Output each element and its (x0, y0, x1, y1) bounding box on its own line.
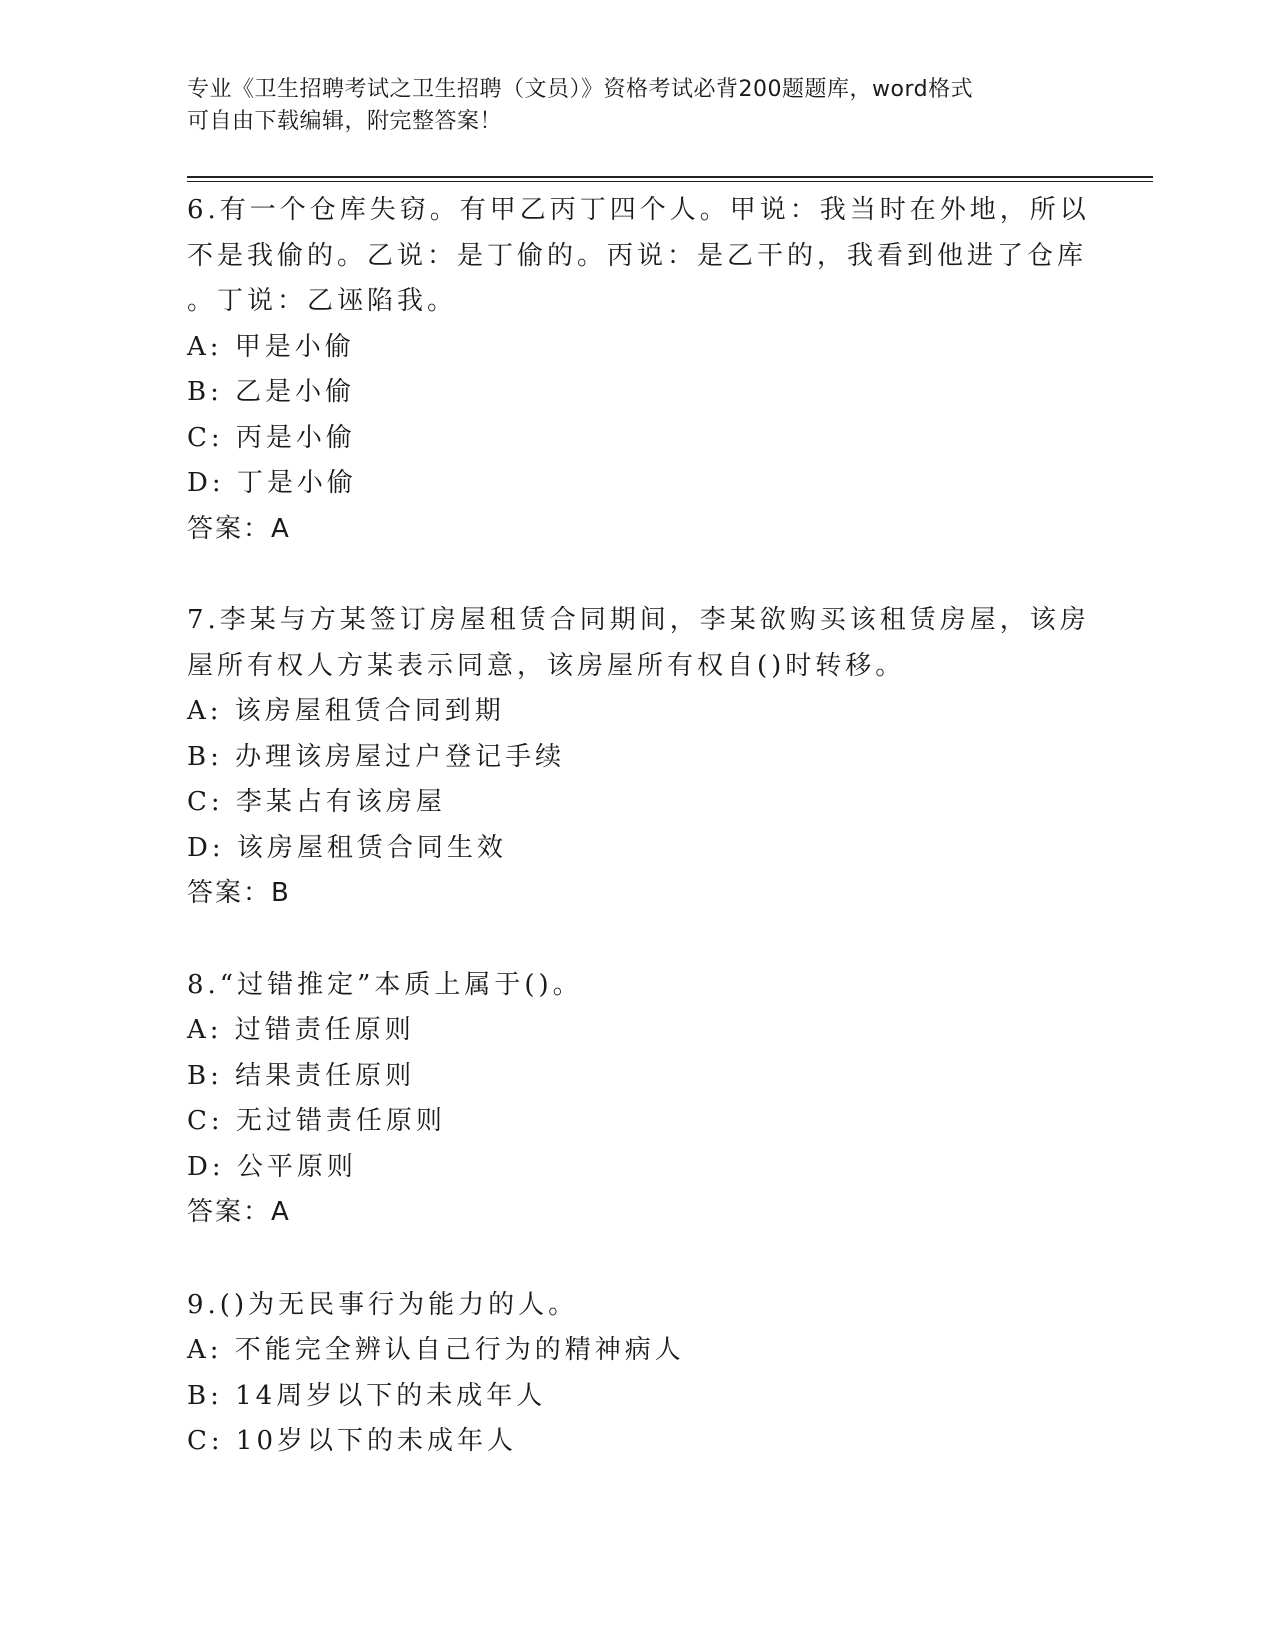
header-divider (187, 176, 1153, 182)
document-header (187, 74, 1067, 138)
option-d: D: 公平原则 (187, 1151, 357, 1182)
option-c: C: 丙是小偷 (187, 422, 356, 453)
header-line-1: 专业《卫生招聘考试之卫生招聘（文员）》资格考试必背200题题库，word格式 (187, 77, 974, 102)
option-b: B: 乙是小偷 (187, 377, 356, 407)
question-6 (187, 188, 1090, 552)
question-stem-line: 8.“过错推定”本质上属于()。 (187, 969, 583, 1000)
question-stem-line: 9.()为无民事行为能力的人。 (187, 1289, 579, 1320)
option-b: B: 14周岁以下的未成年人 (187, 1380, 547, 1411)
question-stem-line: 7.李某与方某签订房屋租赁合同期间，李某欲购买该租赁房屋，该房 (187, 605, 1090, 635)
option-d: D: 该房屋租赁合同生效 (187, 832, 507, 863)
option-c: C: 李某占有该房屋 (187, 787, 446, 817)
option-a: A: 不能完全辨认自己行为的精神病人 (187, 1335, 685, 1365)
question-stem-line: 6.有一个仓库失窃。有甲乙丙丁四个人。甲说：我当时在外地，所以 (187, 195, 1090, 225)
option-b: B: 结果责任原则 (187, 1060, 416, 1091)
question-stem-line: 不是我偷的。乙说：是丁偷的。丙说：是乙干的，我看到他进了仓库 (187, 240, 1088, 271)
option-c: C: 10岁以下的未成年人 (187, 1426, 518, 1456)
option-d: D: 丁是小偷 (187, 468, 357, 498)
spacer (187, 917, 1067, 963)
question-stem-line: 屋所有权人方某表示同意，该房屋所有权自()时转移。 (187, 650, 906, 681)
question-9 (187, 1283, 1067, 1465)
spacer (187, 552, 1067, 598)
answer-label: 答案：A (187, 1197, 291, 1227)
question-stem-line: 。丁说：乙诬陷我。 (187, 286, 458, 316)
option-c: C: 无过错责任原则 (187, 1106, 446, 1136)
option-a: A: 该房屋租赁合同到期 (187, 696, 505, 726)
spacer (187, 1236, 1067, 1283)
option-a: A: 甲是小偷 (187, 331, 355, 362)
answer-label: 答案：B (187, 878, 291, 908)
option-a: A: 过错责任原则 (187, 1015, 415, 1045)
answer-label: 答案：A (187, 513, 291, 544)
header-line-2: 可自由下载编辑，附完整答案！ (187, 109, 503, 134)
question-7 (187, 598, 1090, 917)
question-list (187, 188, 1090, 1465)
question-8 (187, 963, 1067, 1236)
option-b: B: 办理该房屋过户登记手续 (187, 741, 566, 772)
